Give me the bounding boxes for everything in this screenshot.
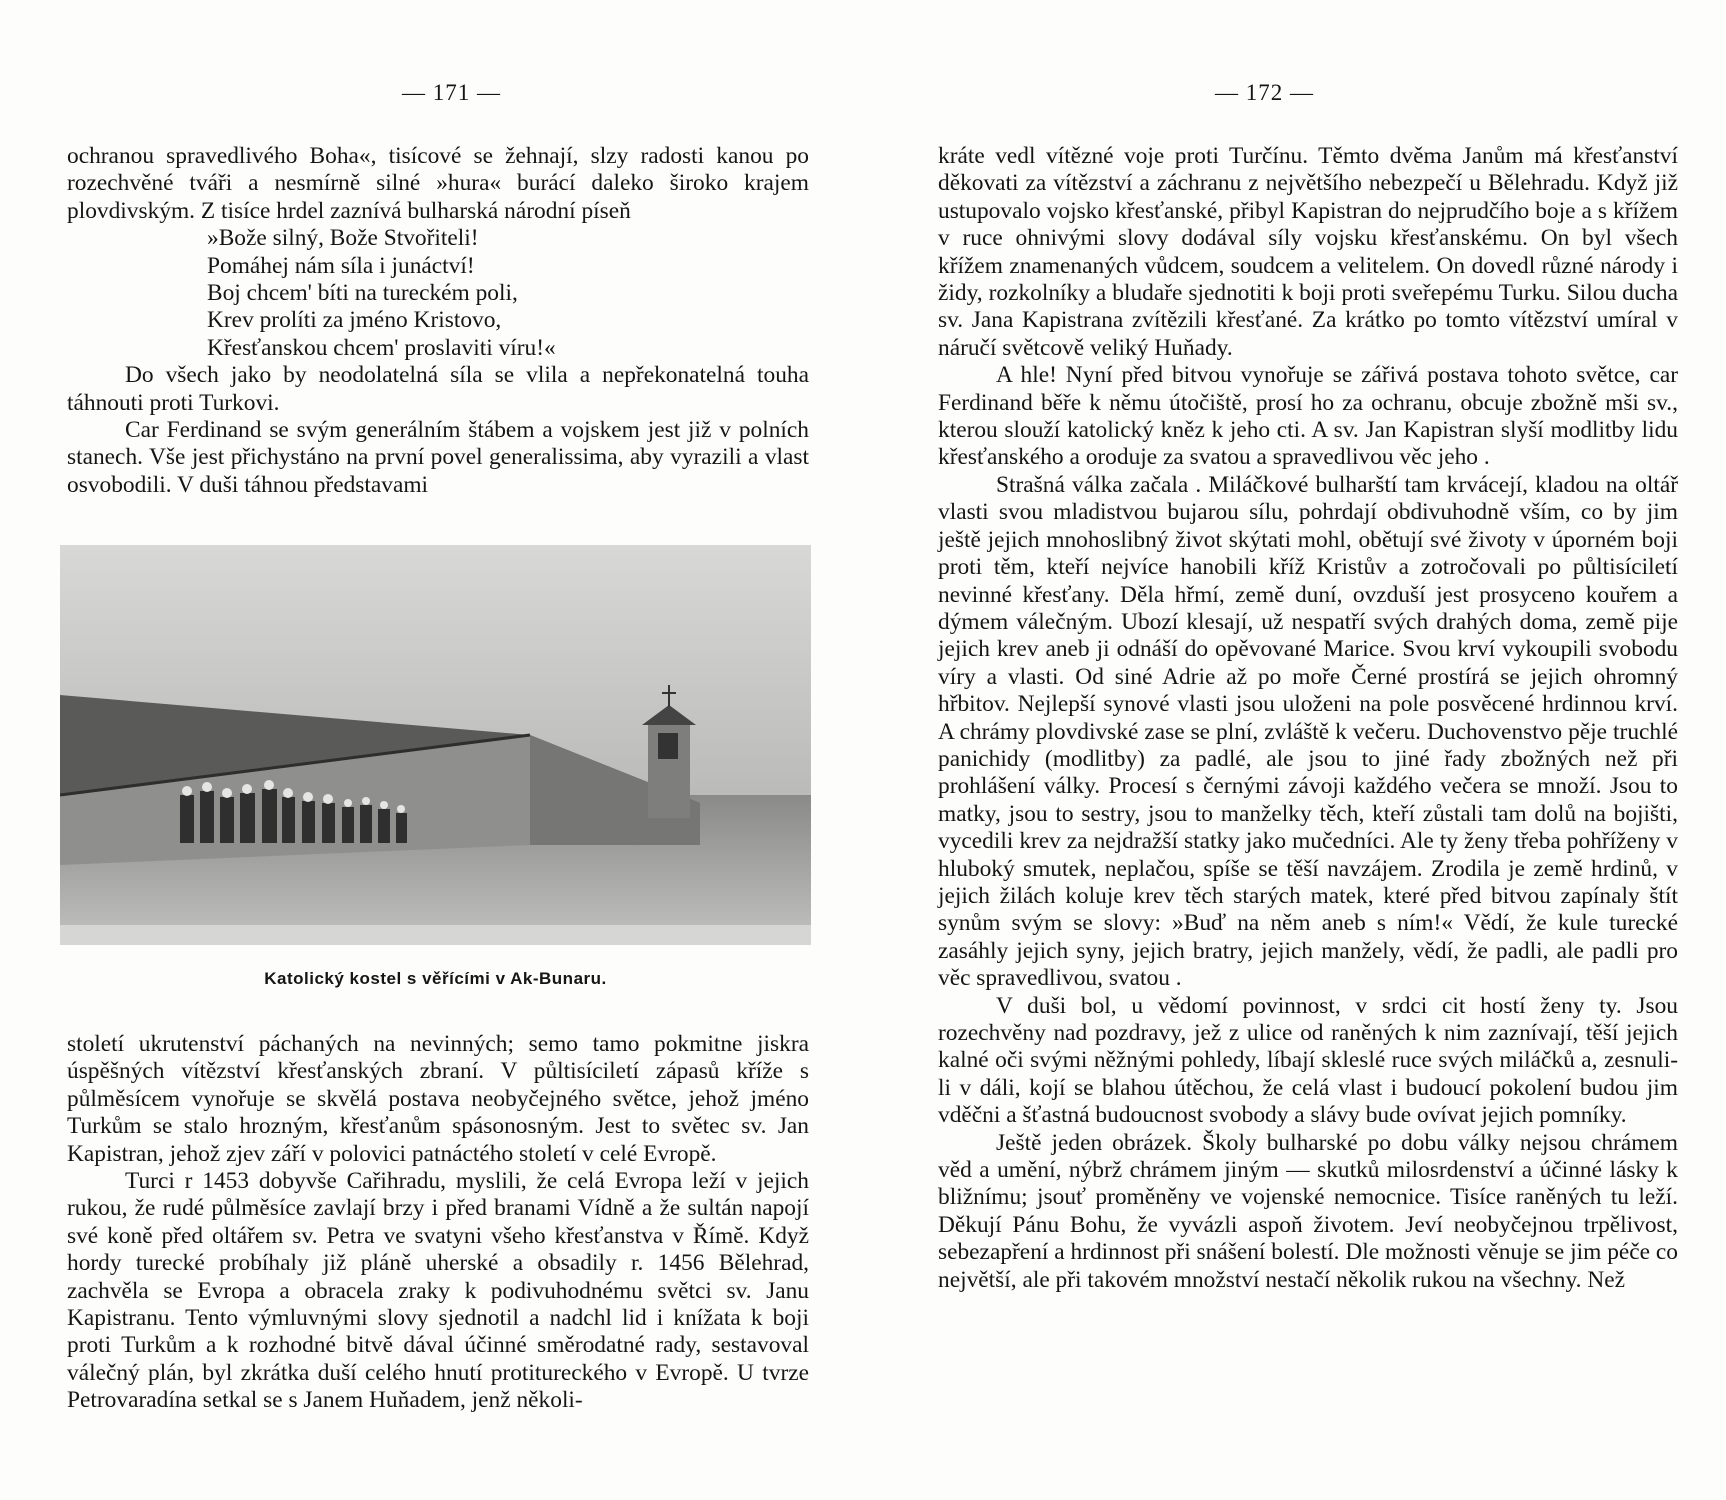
- paragraph: Car Ferdinand se svým generálním štábem a vojskem jest již v polních stanech. Vše jest přichystáno na první povel generalissima, aby vyrazili a vlast osvobodili. V duši táhnou představami: [67, 417, 809, 498]
- page-number-left: — 171 —: [402, 80, 501, 105]
- paragraph: století ukrutenství páchaných na nevinných; semo tamo pokmitne jiskra úspěšných vítězství křesťanských zbraní. V půltisíciletí zápasů kříže s půlměsícem vynořuje se skvělá postava neobyčejného světce, jehož jméno Turkům se stalo hrozným, křesťanům spásonosným. Jest to světec sv. Jan Kapistran, jehož zjev září v polovici patnáctého století v celé Evropě.: [67, 1031, 809, 1167]
- page-number-right: — 172 —: [1215, 80, 1314, 105]
- church-photo: [60, 545, 811, 945]
- paragraph: Turci r 1453 dobyvše Cařihradu, myslili, že celá Evropa leží v jejich rukou, že rudé půlměsíce zavlají brzy i před branami Vídně a že sultán napojí své koně před oltářem sv. Petra ve svatyni všeho křesťanstva v Římě. Když hordy turecké probíhaly již pláně uherské a obsadily r. 1456 Bělehrad, zachvěla se Evropa a obracela zraky k podivuhodnému světci sv. Janu Kapistranu. Tento výmluvnými slovy sjednotil a nadchl lid i knížata k boji proti Turkům a k rozhodné bitvě dával účinné směrodatné rady, sestavoval válečný plán, byl zkrátka duší celého hnutí protitureckého v Evropě. U tvrze Petrovaradína setkal se s Janem Huňadem, jenž několi-: [67, 1168, 809, 1414]
- paragraph: A hle! Nyní před bitvou vynořuje se zářivá postava tohoto světce, car Ferdinand běře k němu útočiště, prosí ho za ochranu, obcuje zbožně mši sv., kterou slouží katolický kněz k jeho cti. A sv. Jan Kapistran slyší modlitby lidu křesťanského a oroduje za svatou a spravedlivou věc jeho .: [938, 362, 1678, 471]
- church-photo-illustration: [60, 545, 811, 945]
- paragraph: Ještě jeden obrázek. Školy bulharské po dobu války nejsou chrámem věd a umění, nýbrž chrámem jiným — skutků milosrdenství a účinné lásky k bližnímu; jsouť proměněny ve vojenské nemocnice. Tisíce raněných tu leží. Děkují Pánu Bohu, že vyvázli aspoň životem. Jeví neobyčejnou trpělivost, sebezapření a hrdinnost při snášení bolestí. Dle možnosti věnuje se jim péče co největší, ale při takovém množství nestačí několik rukou na všechny. Než: [938, 1129, 1678, 1293]
- paragraph: V duši bol, u vědomí povinnost, v srdci cit hostí ženy ty. Jsou rozechvěny nad pozdravy, jež z ulice od raněných k nim zaznívají, těší jejich kalné oči svými něžnými pohledy, líbají skleslé ruce svých miláčků a, zesnuli-li v dáli, kojí se blahou útěchou, že celá vlast i budoucí pokolení budou jim vděčni a šťastná budoucnost svobody a slávy bude ovívat jejich pomníky.: [938, 992, 1678, 1129]
- paragraph: Do všech jako by neodolatelná síla se vlila a nepřekonatelná touha táhnouti proti Turkovi.: [67, 362, 809, 416]
- right-text: [938, 143, 1678, 1294]
- poem-line: Pomáhej nám síla i junáctví!: [207, 252, 475, 279]
- left-bottom-text: [67, 1031, 809, 1415]
- photo-caption: Katolický kostel s věřícími v Ak-Bunaru.: [264, 969, 607, 988]
- paragraph: kráte vedl vítězné voje proti Turčínu. Těmto dvěma Janům má křesťanství děkovati za vítězství a záchranu z největšího nebezpečí u Bělehradu. Když již ustupovalo vojsko křesťanské, přibyl Kapistran do nejprudčího boje a s křížem v ruce ohnivými slovy dodával síly vojsku křesťanskému. On byl všech křížem znamenaných vůdcem, soudcem a velitelem. On dovedl různé národy i židy, rozkolníky a bludaře sjednotiti k boji proti sveřepému Turku. Silou ducha sv. Jana Kapistrana zvítězili křesťané. Za krátko po tomto vítězství umíral v náručí světcově veliký Huňady.: [938, 143, 1678, 361]
- left-top-text: [67, 143, 809, 499]
- poem-line: Křesťanskou chcem' proslaviti víru!«: [207, 334, 556, 361]
- poem-line: Krev prolíti za jméno Kristovo,: [207, 307, 502, 334]
- paragraph: ochranou spravedlivého Boha«, tisícové se žehnají, slzy radosti kanou po rozechvěné tváři a nesmírně silné »hura« burácí daleko široko krajem plovdivským. Z tisíce hrdel zaznívá bulharská národní píseň: [67, 143, 809, 224]
- poem-line: Boj chcem' bíti na tureckém poli,: [207, 280, 518, 307]
- paragraph: Strašná válka začala . Miláčkové bulharští tam krvácejí, kladou na oltář vlasti svou mladistvou bujarou sílu, pohrdají obdivuhodně vším, co by jim ještě jejich mnohoslibný život skýtati mohl, obětují své životy v úporném boji proti těm, kteří nejvíce hanobili kříž Kristův a zotročovali po půltisíciletí nevinné křesťany. Děla hřmí, země duní, ovzduší jest prosyceno kouřem a dýmem válečným. Ubozí klesají, už nespatří svých drahých doma, země pije jejich krev aneb ji odnáší do opěvované Marice. Svou krví vykoupili svobodu víry a vlasti. Od siné Adrie až po moře Černé prostírá se jejich ohromný hřbitov. Nejlepší synové vlasti jsou uloženi na pole posvěcené hrdinnou krví. A chrámy plovdivské zase se plní, zvláště k večeru. Duchovenstvo pěje truchlé panichidy (modlitby) za padlé, ale jsou to jiné řady zbožných než při prohlášení války. Procesí s černými závoji každého večera se množí. Jsou to matky, jsou to sestry, jsou to manželky těch, kteří zůstali tam dolů na bojišti, vycedili krev za nejdražší statky jako mučedníci. Ale ty ženy třeba pohříženy v hluboký smutek, neplačou, spíše se těší navzájem. Zrodila je země hrdinů, v jejich žilách koluje krev těch starých matek, které před bitvou zapínaly štít synům svým se slovy: »Buď na něm aneb s ním!« Vědí, že kule turecké zasáhly jejich syny, jejich bratry, jejich manžely, vědí, že padli, ale padli pro věc spravedlivou, svatou .: [938, 471, 1678, 992]
- poem: [67, 225, 809, 362]
- poem-line: »Bože silný, Bože Stvořiteli!: [207, 225, 479, 252]
